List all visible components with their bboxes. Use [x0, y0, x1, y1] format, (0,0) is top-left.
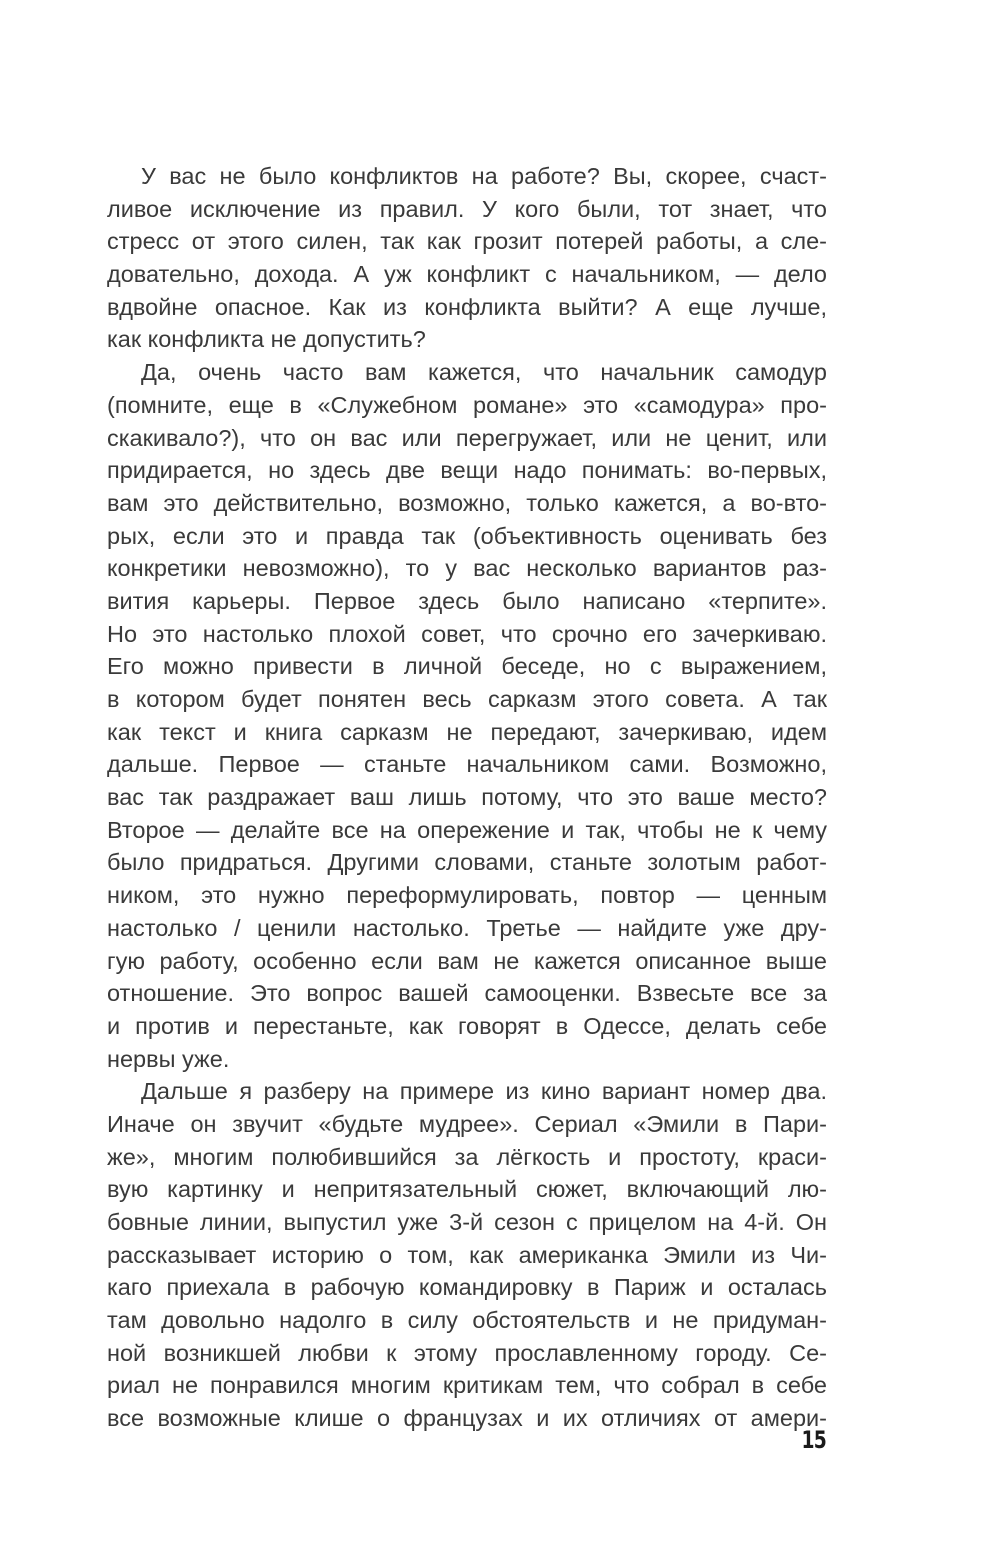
text-line: же», многим полюбившийся за лёгкость и простоту, краси- [107, 1143, 827, 1170]
text-line: Иначе он звучит «будьте мудрее». Сериал «Эмили в Пари- [107, 1110, 827, 1137]
text-line: там довольно надолго в силу обстоятельств и не придуман- [107, 1307, 827, 1334]
text-line: риал не понравился многим критикам тем, что собрал в себе [107, 1372, 827, 1399]
text-line: ником, это нужно переформулировать, повтор — ценным [107, 882, 827, 909]
page-number: 15 [801, 1426, 826, 1454]
text-line: и против и перестаньте, как говорят в Одессе, делать себе [107, 1012, 827, 1039]
text-line: нервы уже. [107, 1045, 230, 1072]
text-line: рассказывает историю о том, как американка Эмили из Чи- [107, 1241, 827, 1268]
text-line: все возможные клише о французах и их отличиях от амери- [107, 1405, 827, 1432]
text-line: ной возникшей любви к этому прославленному городу. Се- [107, 1339, 827, 1366]
text-line: вам это действительно, возможно, только кажется, а во-вто- [107, 489, 827, 516]
text-line: вую картинку и непритязательный сюжет, включающий лю- [107, 1176, 827, 1203]
text-line: было придраться. Другими словами, станьте золотым работ- [107, 849, 827, 876]
text-line: дальше. Первое — станьте начальником сами. Возможно, [107, 751, 827, 778]
text-line: вдвойне опасное. Как из конфликта выйти? А еще лучше, [107, 293, 827, 320]
text-line: Его можно привести в личной беседе, но с выражением, [107, 653, 827, 680]
text-line: У вас не было конфликтов на работе? Вы, скорее, счаст- [141, 163, 827, 189]
text-line: как текст и книга сарказм не передают, зачеркиваю, идем [107, 718, 827, 745]
text-line: стресс от этого силен, так как грозит потерей работы, а сле- [107, 228, 827, 255]
text-line: каго приехала в рабочую командировку в Париж и осталась [107, 1274, 827, 1301]
body-text [107, 160, 827, 1435]
text-line: как конфликта не допустить? [107, 326, 426, 353]
text-line: Второе — делайте все на опережение и так, чтобы не к чему [107, 816, 827, 843]
text-line: придирается, но здесь две вещи надо понимать: во-первых, [107, 457, 827, 484]
text-line: скакивало?), что он вас или перегружает, или не ценит, или [107, 424, 827, 451]
text-line: вас так раздражает ваш лишь потому, что это ваше место? [107, 784, 827, 811]
text-line: гую работу, особенно если вам не кажется описанное выше [107, 947, 827, 974]
text-line: Да, очень часто вам кажется, что начальник самодур [141, 359, 827, 386]
text-line: конкретики невозможно), то у вас несколько вариантов раз- [107, 555, 827, 582]
text-line: в котором будет понятен весь сарказм этого совета. А так [107, 686, 827, 712]
text-line: вития карьеры. Первое здесь было написано «терпите». [107, 587, 827, 614]
text-line: настолько / ценили настолько. Третье — найдите уже дру- [107, 914, 827, 941]
text-line: отношение. Это вопрос вашей самооценки. Взвесьте все за [107, 980, 827, 1007]
text-line: (помните, еще в «Служебном романе» это «самодура» про- [107, 391, 827, 418]
text-line: ливое исключение из правил. У кого были, тот знает, что [107, 195, 827, 222]
text-line: довательно, дохода. А уж конфликт с начальником, — дело [107, 261, 827, 288]
text-line: бовные линии, выпустил уже 3-й сезон с прицелом на 4-й. Он [107, 1209, 827, 1235]
text-line: Дальше я разберу на примере из кино вариант номер два. [141, 1078, 827, 1105]
text-line: рых, если это и правда так (объективность оценивать без [107, 522, 827, 549]
text-line: Но это настолько плохой совет, что срочно его зачеркиваю. [107, 620, 827, 647]
